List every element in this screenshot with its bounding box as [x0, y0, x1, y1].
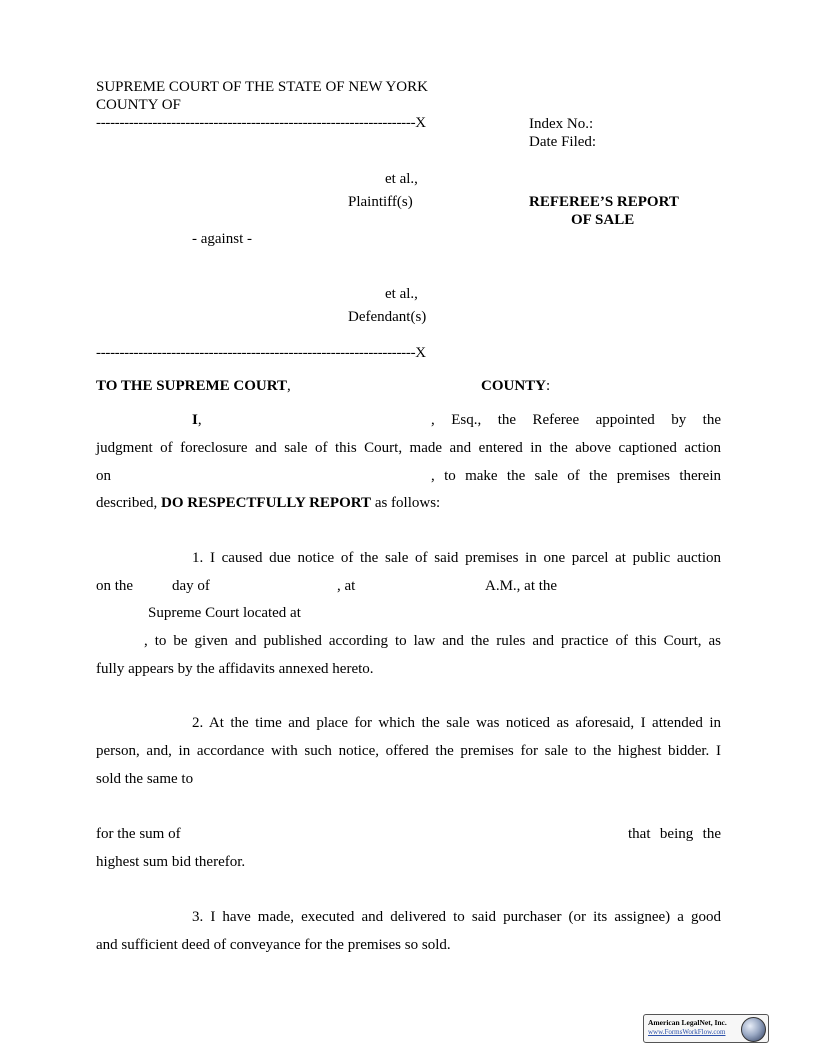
- intro-i-bold: I: [192, 412, 198, 428]
- para1-line5: fully appears by the affidavits annexed hereto.: [96, 661, 374, 677]
- intro-line-2: judgment of foreclosure and sale of this Court, made and entered in the above captioned action: [96, 440, 721, 456]
- intro-on-rest: , to make the sale of the premises therein: [431, 468, 721, 484]
- caption-divider-bottom: --------------------------------------------------------------------X: [96, 345, 426, 361]
- defendant-label: Defendant(s): [348, 309, 427, 325]
- intro-described: described,: [96, 495, 158, 511]
- intro-line-4: [96, 494, 440, 512]
- intro-esq-line: [431, 411, 721, 429]
- para2-that-being: that being the: [628, 826, 721, 842]
- logo-url-link[interactable]: www.FormsWorkFlow.com: [648, 1028, 726, 1036]
- to-supreme-court: TO THE SUPREME COURT: [96, 378, 288, 394]
- court-address: [96, 377, 291, 395]
- county-address: [481, 377, 550, 395]
- intro-on: on: [96, 468, 111, 484]
- intro-as-follows: as follows:: [374, 495, 441, 511]
- para3-line2: and sufficient deed of conveyance for the premises so sold.: [96, 937, 451, 953]
- para2-line1: 2. At the time and place for which the sale was noticed as aforesaid, I attended in: [192, 715, 721, 731]
- para2-for-the-sum: for the sum of: [96, 826, 181, 842]
- intro-respectfully-report: DO RESPECTFULLY REPORT: [160, 495, 372, 511]
- address-comma: ,: [287, 378, 291, 394]
- para1-line4: , to be given and published according to law and the rules and practice of this Court, as: [144, 633, 721, 649]
- index-no-label: Index No.:: [529, 116, 594, 132]
- para1-on-the: on the: [96, 578, 134, 594]
- intro-referee-appointed: the Referee appointed by the: [497, 412, 721, 428]
- intro-i: [192, 411, 202, 429]
- county-line: COUNTY OF: [96, 97, 181, 113]
- county-colon: :: [546, 378, 551, 394]
- american-legalnet-logo[interactable]: [643, 1014, 769, 1043]
- para2-line2: person, and, in accordance with such notice, offered the premises for sale to the highest bidder. I: [96, 743, 721, 759]
- para1-am-at-the: A.M., at the: [485, 578, 558, 594]
- para1-supreme-court-located: Supreme Court located at: [148, 605, 301, 621]
- plaintiff-label: Plaintiff(s): [348, 194, 413, 210]
- defendant-et-al: et al.,: [385, 286, 418, 302]
- caption-divider-top: --------------------------------------------------------------------X: [96, 115, 426, 131]
- para1-line1: 1. I caused due notice of the sale of said premises in one parcel at public auction: [192, 550, 721, 566]
- globe-icon: [741, 1017, 766, 1042]
- plaintiff-et-al: et al.,: [385, 171, 418, 187]
- document-title-line1: REFEREE’S REPORT: [529, 194, 679, 210]
- intro-i-comma: ,: [197, 412, 202, 428]
- para1-at: , at: [337, 578, 356, 594]
- para1-day-of: day of: [172, 578, 210, 594]
- court-name-line: SUPREME COURT OF THE STATE OF NEW YORK: [96, 79, 428, 95]
- document-title-line2: OF SALE: [571, 212, 635, 228]
- para3-line1: 3. I have made, executed and delivered to said purchaser (or its assignee) a good: [192, 909, 721, 925]
- against-label: - against -: [192, 231, 252, 247]
- para2-line3: sold the same to: [96, 771, 194, 787]
- county-label: COUNTY: [481, 378, 547, 394]
- intro-esq: , Esq.,: [431, 412, 482, 428]
- logo-company-name: American LegalNet, Inc.: [648, 1018, 727, 1027]
- para2-line5: highest sum bid therefor.: [96, 854, 246, 870]
- date-filed-label: Date Filed:: [529, 134, 597, 150]
